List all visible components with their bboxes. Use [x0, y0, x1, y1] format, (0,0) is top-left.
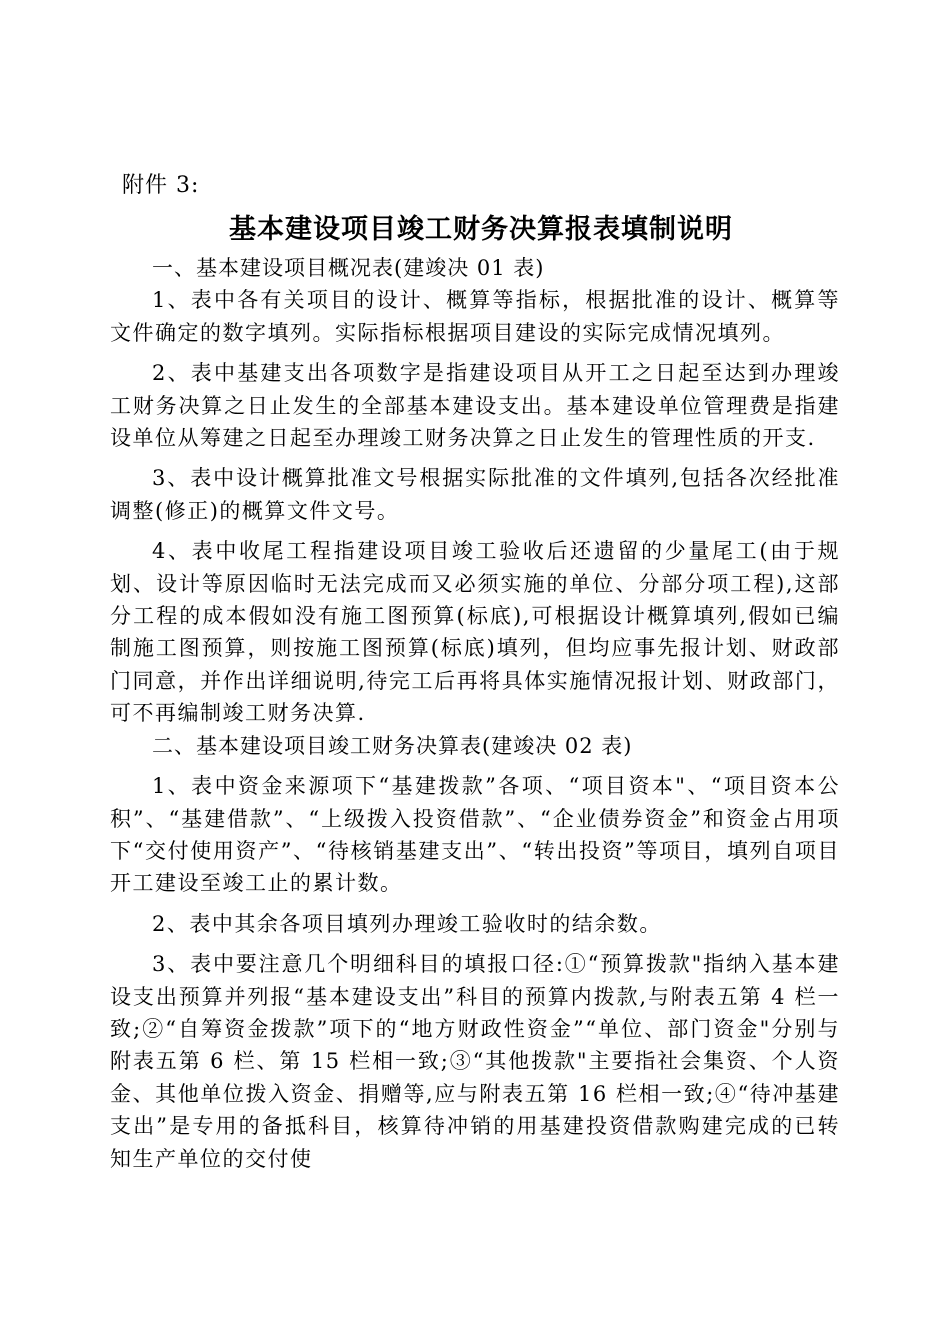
- paragraph-2-3: 3、表中要注意几个明细科目的填报口径:①“预算拨款"指纳入基本建设支出预算并列报“基本建设支出”科目的预算内拨款,与附表五第 4 栏一致;②“自筹资金拨款”项下的“地方财政性资金”“单位、部门资金"分别与附表五第 6 栏、第 15 栏相一致;③“其他拨款"主要指社会集资、个人资金、其他单位拨入资金、捐赠等,应与附表五第 16 栏相一致;④“待冲基建支出”是专用的备抵科目，核算待冲销的用基建投资借款购建完成的已转知生产单位的交付使: [110, 952, 840, 1171]
- document-body: [110, 168, 840, 1175]
- paragraph-1-3: 3、表中设计概算批准文号根据实际批准的文件填列,包括各次经批准调整(修正)的概算文件文号。: [110, 466, 840, 523]
- section-heading-1: 一、基本建设项目概况表(建竣决 01 表): [152, 256, 545, 280]
- document-title: 基本建设项目竣工财务决算报表填制说明: [229, 214, 733, 245]
- paragraph-2-2: 2、表中其余各项目填列办理竣工验收时的结余数。: [152, 911, 662, 936]
- section-heading-2: 二、基本建设项目竣工财务决算表(建竣决 02 表): [152, 733, 633, 758]
- paragraph-1-4: 4、表中收尾工程指建设项目竣工验收后还遗留的少量尾工(由于规划、设计等原因临时无法完成而又必须实施的单位、分部分项工程),这部分工程的成本假如没有施工图预算(标底),可根据设计概算填列,假如已编制施工图预算，则按施工图预算(标底)填列，但均应事先报计划、财政部门同意，并作出详细说明,待完工后再将具体实施情况报计划、财政部门，可不再编制竣工财务决算.: [110, 539, 840, 726]
- attachment-label: 附件 3:: [122, 173, 200, 198]
- paragraph-1-1: 1、表中各有关项目的设计、概算等指标，根据批准的设计、概算等文件确定的数字填列。实际指标根据项目建设的实际完成情况填列。: [110, 288, 840, 345]
- paragraph-2-1: 1、表中资金来源项下“基建拨款”各项、“项目资本"、“项目资本公积”、“基建借款”、“上级拨入投资借款”、“企业债券资金”和资金占用项下“交付使用资产”、“待核销基建支出”、“转出投资”等项目，填列自项目开工建设至竣工止的累计数。: [110, 774, 840, 896]
- paragraph-1-2: 2、表中基建支出各项数字是指建设项目从开工之日起至达到办理竣工财务决算之日止发生的全部基本建设支出。基本建设单位管理费是指建设单位从筹建之日起至办理竣工财务决算之日止发生的管理性质的开支.: [110, 361, 840, 451]
